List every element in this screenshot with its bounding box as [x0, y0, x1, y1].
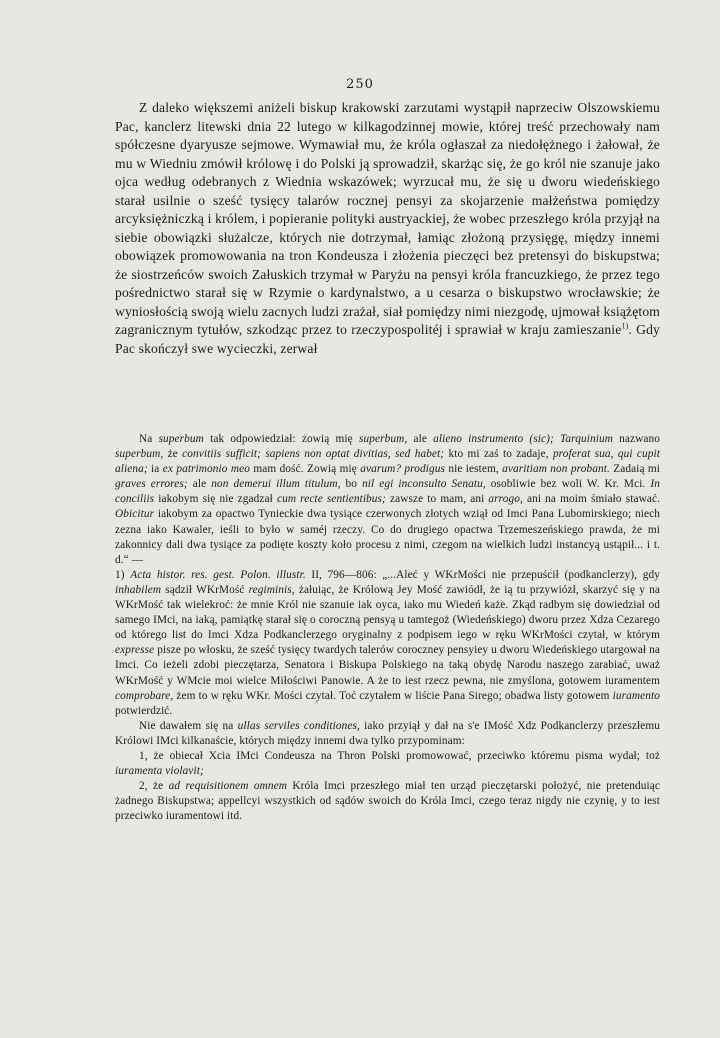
footnote-mark: 1 — [115, 568, 121, 581]
main-text-body: Z daleko większemi aniżeli biskup krakowski zarzutami wystąpił naprzeciw Olszowskiemu Pac, kanclerz litewski dnia 22 lutego w kilkagodzinnej mowie, której treść przechowały nam spółczesne dyaryusze sejmowe. Wymawiał mu, że króla ogłaszał za niedołężnego i żałował, że mu w Wiedniu zmówił królowę i do Polski ją sprowadził, skarżąc się, że go król nie szanuje jako ojca według odebranych z Wiednia wskazówek; wyrzucał mu, że się u dworu wiedeńskiego starał usilnie o sześć tysięcy talarów rocznej pensyi za skojarzenie małżeństwa pomiędzy arcyksiężniczką i królem, i popieranie polityki austryackiej, że wobec przeszłego króla przyjął na siebie obowiązki służalcze, których nie dotrzymał, łamiąc złożoną przysięgę, między innemi obowiązek promowowania na tron Kondeusza i złożenia pieczęci bez pretensyi do biskupstwa; że siostrzeńców swoich Załuskich trzymał w Paryżu na pensyi króla francuzkiego, że przez tego pośrednictwo starał się w Rzymie o kardynalstwo, a u cesarza o biskupstwo wrocławskie; że wyniosłością swoją wielu zacnych ludzi zrażał, siał pomiędzy nimi niezgodę, ujmował książętom zagranicznym tytułów, szkodząc przez to rzeczypospolitéj i sprawiał w kraju zamieszanie — [115, 100, 660, 337]
footnote-list-item: 2, że ad requisitionem omnem Króla Imci przeszłego miał ten urząd pieczętarski położyć, nie pretenduiąc żadnego Biskupstwa; appellcyi wszystkich od sądów swoich do Króla Imci, czego teraz nigdy nie czynię, y to iest przeciwko iuramentowi itd. — [115, 780, 661, 823]
main-text-end: . Gdy Pac skończył swe wycieczki, zerwał — [115, 322, 661, 356]
footnote-quote: Na superbum tak odpowiedział: zowią mię superbum, ale alieno instrumento (sic); Tarquinium nazwano superbum, że convitiis sufficit; sapiens non optat divitias, sed habet; kto mi zaś to zadaje, proferat sua, qui cupit aliena; ia ex patrimonio meo mam dość. Zowią mię avarum? prodigus nie iestem, avaritiam non probant. Zadaią mi graves errores; ale non demerui illum titulum, bo nil egi inconsulto Senatu, osobliwie bez woli W. Kr. Mci. In conciliis iakobym się nie zgadzał cum recte sentientibus; zawsze to mam, ani arrogo, ani na moim śmiało stawać. Obicitur iakobym za opactwo Tynieckie dwa tysiące czerwonych złotych wziął od Imci Pana Lubomirskiego; niech zezna iako Kawaler, ieśli to było w saméj rzeczy. Co do drugiego opactwa Trzemeszeńskiego prawda, że mi zakonnicy dali dwa tysiące za podięte koszty koło procesu z nimi, czegom na wielkich ludzi instancyą ustąpił... i t. d.“ — — [115, 433, 661, 566]
footnote-continued: Nie dawałem się na ullas serviles conditiones, iako przyiął y dał na s'e IMość Xdz Podkanclerzy przeszłemu Królowi IMci kilkanaście, których między innemi dwa tylko przypominam: — [115, 719, 661, 747]
main-paragraph — [115, 99, 660, 358]
footnotes — [115, 432, 660, 824]
page-number: 250 — [346, 77, 374, 92]
source-title: Acta histor. res. gest. Polon. illustr. — [130, 568, 306, 581]
main-text — [115, 99, 660, 358]
footnote-source: 1) Acta histor. res. gest. Polon. illustr. II, 796—806: „...Aleć y WKrMości nie przepuścił (podkanclerzy), gdy inhabilem sądził WKrMość regiminis, żałuiąc, że Królową Jey Mość zawiódł, że ią tu przywiózł, skarzyć się y na WKrMość tak wielekroć: że mnie Król nie szanuie iak oyca, iako mu Wiedeń każe. Zkąd radbym się dowiedział od samego IMci, na iaką, pamiątkę starał się o coroczną pensyą u tamtegoż (Wiedeńskiego) dworu przez Xdza Cezarego od którego list do Imci Xdza Podkanclerzego oryginalny z podpisem iego w ręku WKrMości czytał, w którym expresse pisze po włosku, że sześć tysięcy twardych talerów coroczney pensyiey u dworu Wiedeńskiego utargował na Imci. Co ieżeli zdobi pieczętarza, Senatora i Biskupa Polskiego na taką obydę Narodu naszego zarabiać, uważ WKrMość y WMcie moi wielce Miłościwi Panowie. A że to iest rzecz pewna, nie zmyślona, gotowem iuramentem comprobare, żem to w ręku WKr. Mości czytał. Toć czytałem w liście Pana Sirego; obadwa listy gotowem iuramento potwierdzić. — [115, 568, 660, 717]
footnote-list-item: 1, że obiecał Xcia IMci Condeusza na Thron Polski promowować, przeciwko któremu pisma wydał; toż iuramenta violavit; — [115, 749, 660, 778]
footnote-reference: 1) — [621, 321, 629, 331]
